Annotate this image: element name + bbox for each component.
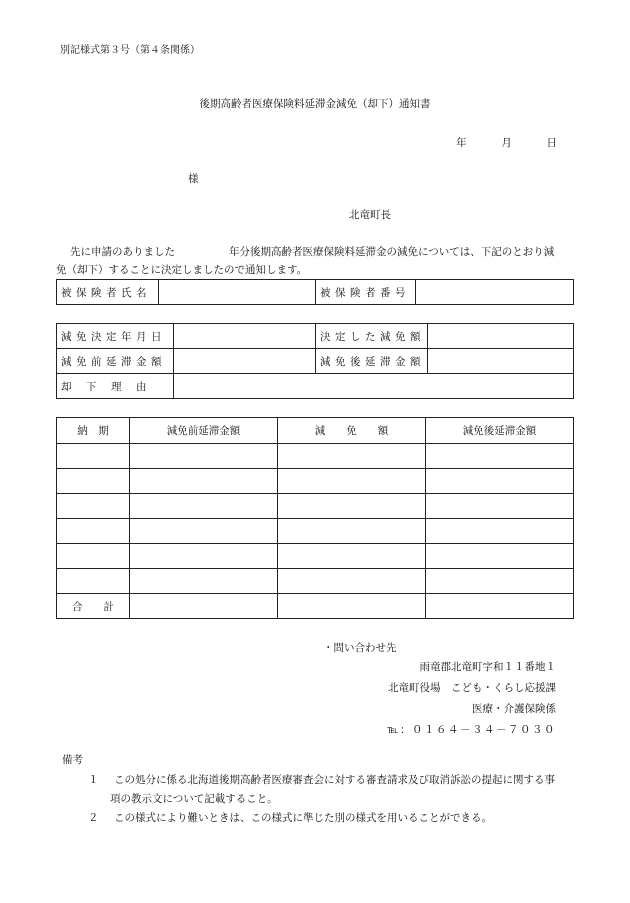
note-1-number: １ bbox=[88, 774, 99, 786]
note-1 bbox=[88, 771, 555, 790]
table-row bbox=[57, 494, 574, 519]
rejection-reason-label: 却 下 理 由 bbox=[57, 374, 174, 399]
payment-period-table bbox=[56, 417, 574, 619]
note-2-line1: この様式により難いときは、この様式に準じた別の様式を用いることができる。 bbox=[114, 812, 492, 824]
intro-paragraph bbox=[56, 243, 576, 279]
form-number: 別記様式第３号（第４条関係） bbox=[60, 45, 200, 56]
contact-tel: ℡：０１６４－３４－７０３０ bbox=[387, 724, 556, 736]
table-row bbox=[57, 569, 574, 594]
before-amount-label: 減免前延滞金額 bbox=[57, 349, 174, 374]
note-2-number: ２ bbox=[88, 812, 99, 824]
contact-office: 北竜町役場 こども・くらし応援課 bbox=[388, 682, 556, 694]
document-title: 後期高齢者医療保険料延滞金減免（却下）通知書 bbox=[199, 98, 431, 110]
decision-table bbox=[56, 323, 574, 399]
date-month: 月 bbox=[501, 137, 512, 149]
decision-date-field[interactable] bbox=[174, 324, 316, 349]
table-row bbox=[57, 519, 574, 544]
addressee-suffix: 様 bbox=[188, 173, 199, 185]
header-reduction-amount: 減 免 額 bbox=[278, 418, 426, 444]
note-1-line1: この処分に係る北海道後期高齢者医療審査会に対する審査請求及び取消訴訟の提起に関する事 bbox=[114, 774, 555, 786]
intro-part3: 免（却下）することに決定しましたので通知します。 bbox=[56, 264, 308, 276]
after-amount-label: 減免後延滞金額 bbox=[316, 349, 428, 374]
after-amount-field[interactable] bbox=[428, 349, 574, 374]
insured-name-field[interactable] bbox=[159, 280, 316, 305]
total-label: 合 計 bbox=[57, 594, 130, 619]
contact-address: 雨竜郡北竜町字和１１番地１ bbox=[419, 661, 556, 673]
issuer: 北竜町長 bbox=[349, 209, 391, 221]
table-row bbox=[57, 544, 574, 569]
header-due-period: 納 期 bbox=[57, 418, 130, 444]
insured-number-field[interactable] bbox=[416, 280, 574, 305]
note-1-line2: 項の教示文について記載すること。 bbox=[110, 793, 278, 805]
date-year: 年 bbox=[456, 137, 467, 149]
note-2 bbox=[88, 809, 492, 828]
intro-part1: 先に申請のありました bbox=[70, 246, 175, 258]
insured-table bbox=[56, 279, 574, 305]
date-day: 日 bbox=[546, 137, 557, 149]
intro-part2: 年分後期高齢者医療保険料延滞金の減免については、下記のとおり減 bbox=[229, 246, 555, 258]
decided-amount-label: 決定した減免額 bbox=[316, 324, 428, 349]
header-after-amount: 減免後延滞金額 bbox=[426, 418, 574, 444]
insured-name-label: 被保険者氏名 bbox=[57, 280, 159, 305]
date-line bbox=[456, 135, 557, 150]
decided-amount-field[interactable] bbox=[428, 324, 574, 349]
decision-date-label: 減免決定年月日 bbox=[57, 324, 174, 349]
rejection-reason-field[interactable] bbox=[174, 374, 574, 399]
table-row bbox=[57, 444, 574, 469]
before-amount-field[interactable] bbox=[174, 349, 316, 374]
contact-section: 医療・介護保険係 bbox=[472, 703, 556, 715]
contact-heading: ・問い合わせ先 bbox=[323, 642, 397, 654]
header-before-amount: 減免前延滞金額 bbox=[130, 418, 278, 444]
insured-number-label: 被保険者番号 bbox=[316, 280, 416, 305]
total-row bbox=[57, 594, 574, 619]
table-row bbox=[57, 469, 574, 494]
notes-heading: 備考 bbox=[62, 754, 83, 766]
